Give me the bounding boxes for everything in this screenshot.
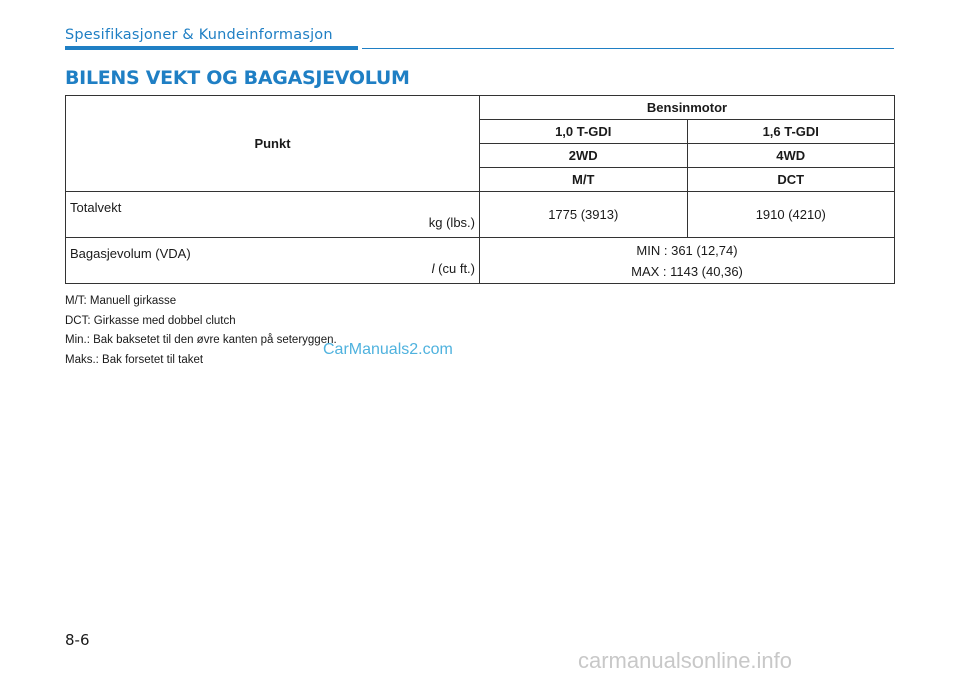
engine-2: 1,6 T-GDI: [687, 120, 895, 144]
note-item: Min.: Bak baksetet til den øvre kanten på seteryggen.: [65, 334, 337, 346]
value-cell: 1910 (4210): [687, 192, 895, 238]
spec-table: [65, 95, 895, 284]
value-cell: 1775 (3913): [480, 192, 688, 238]
transmission-1: M/T: [480, 168, 688, 192]
item-header: Punkt: [66, 96, 480, 192]
volume-value-cell: [480, 238, 895, 284]
note-item: Maks.: Bak forsetet til taket: [65, 353, 204, 366]
unit-symbol: l: [431, 260, 435, 276]
engine-1: 1,0 T-GDI: [480, 120, 688, 144]
page-number: 8-6: [65, 631, 90, 649]
volume-min: MIN : 361 (12,74): [636, 242, 738, 258]
footer-watermark: carmanualsonline.info: [578, 648, 793, 673]
header-rule-thin: [362, 48, 894, 49]
drive-2: 4WD: [687, 144, 895, 168]
transmission-2: DCT: [687, 168, 895, 192]
unit-text: (cu ft.): [434, 260, 475, 276]
table-row: [66, 238, 895, 284]
section-title: BILENS VEKT OG BAGASJEVOLUM: [65, 67, 410, 89]
note-item: DCT: Girkasse med dobbel clutch: [65, 314, 236, 327]
notes: [65, 292, 337, 370]
row-label: Bagasjevolum (VDA): [70, 245, 191, 261]
header-title: Spesifikasjoner & Kundeinformasjon: [65, 27, 333, 43]
row-label-cell: [66, 238, 480, 284]
row-unit: [70, 261, 475, 276]
drive-1: 2WD: [480, 144, 688, 168]
row-unit: kg (lbs.): [428, 214, 475, 230]
engine-header: Bensinmotor: [480, 96, 895, 120]
volume-max: MAX : 1143 (40,36): [631, 263, 743, 279]
row-label-cell: [66, 192, 480, 238]
table-row: [66, 192, 895, 238]
header-rule-thick: [65, 46, 358, 50]
watermark: CarManuals2.com: [323, 341, 453, 358]
note-item: M/T: Manuell girkasse: [65, 295, 177, 307]
row-label: Totalvekt: [70, 199, 122, 215]
